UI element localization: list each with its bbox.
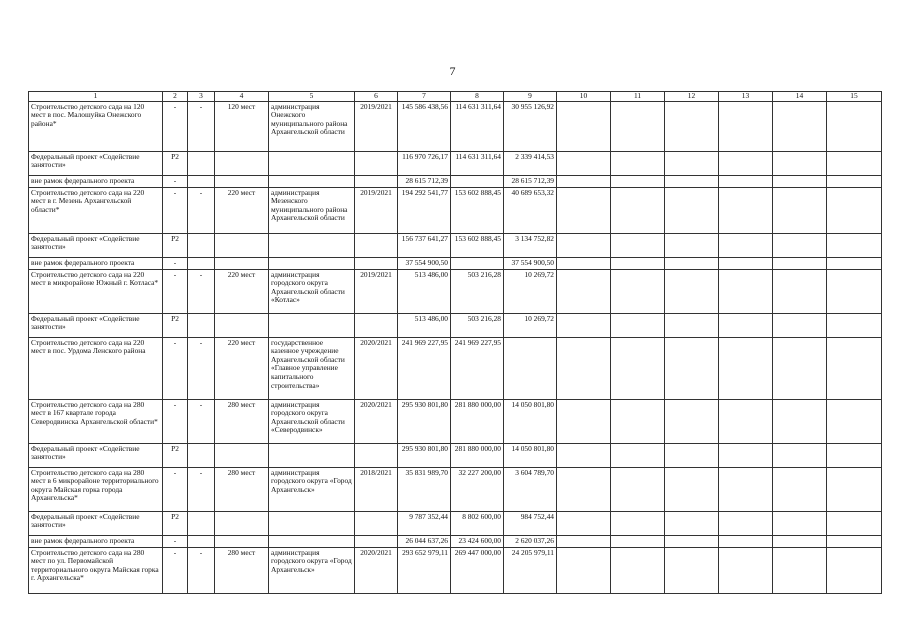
period-cell <box>355 313 398 337</box>
period-cell: 2020/2021 <box>355 547 398 593</box>
federal-amount-cell: 23 424 600,00 <box>451 535 504 547</box>
regional-amount-cell: 30 955 126,92 <box>504 101 557 151</box>
regional-amount-cell: 37 554 900,50 <box>504 257 557 269</box>
empty-cell-col-14 <box>773 269 827 313</box>
empty-cell-col-11 <box>611 187 665 233</box>
empty-cell-col-13 <box>719 233 773 257</box>
total-amount-cell: 513 486,00 <box>398 313 451 337</box>
column-number-14: 14 <box>773 92 827 102</box>
empty-cell-col-11 <box>611 443 665 467</box>
responsible-cell <box>269 535 355 547</box>
empty-cell-col-12 <box>665 187 719 233</box>
empty-cell-col-12 <box>665 399 719 443</box>
period-cell: 2019/2021 <box>355 187 398 233</box>
empty-cell-col-10 <box>557 313 611 337</box>
empty-cell-col-14 <box>773 535 827 547</box>
responsible-cell <box>269 257 355 269</box>
budget-table <box>28 91 882 594</box>
empty-cell-col-15 <box>827 337 882 399</box>
empty-cell-col-11 <box>611 467 665 511</box>
federal-amount-cell: 281 880 000,00 <box>451 399 504 443</box>
period-cell <box>355 257 398 269</box>
empty-cell-col-10 <box>557 443 611 467</box>
empty-cell-col-14 <box>773 443 827 467</box>
responsible-cell <box>269 511 355 535</box>
item-name-cell: Строительство детского сада на 220 мест в микрорайоне Южный г. Котласа* <box>29 269 163 313</box>
empty-cell-col-12 <box>665 313 719 337</box>
federal-amount-cell: 153 602 888,45 <box>451 233 504 257</box>
regional-amount-cell: 14 050 801,80 <box>504 443 557 467</box>
empty-cell-col-14 <box>773 233 827 257</box>
regional-amount-cell: 3 604 789,70 <box>504 467 557 511</box>
col3-cell <box>188 535 215 547</box>
empty-cell-col-10 <box>557 101 611 151</box>
regional-amount-cell: 2 620 037,26 <box>504 535 557 547</box>
responsible-cell <box>269 175 355 187</box>
regional-amount-cell: 10 269,72 <box>504 269 557 313</box>
empty-cell-col-15 <box>827 535 882 547</box>
period-cell <box>355 233 398 257</box>
item-name-cell: Строительство детского сада на 120 мест в пос. Малошуйка Онежского района* <box>29 101 163 151</box>
empty-cell-col-10 <box>557 547 611 593</box>
empty-cell-col-13 <box>719 467 773 511</box>
col3-cell: - <box>188 467 215 511</box>
regional-amount-cell: 2 339 414,53 <box>504 151 557 175</box>
federal-amount-cell: 153 602 888,45 <box>451 187 504 233</box>
total-amount-cell: 241 969 227,95 <box>398 337 451 399</box>
empty-cell-col-12 <box>665 337 719 399</box>
period-cell: 2020/2021 <box>355 399 398 443</box>
regional-amount-cell: 984 752,44 <box>504 511 557 535</box>
empty-cell-col-10 <box>557 187 611 233</box>
col3-cell: - <box>188 337 215 399</box>
table-row <box>29 443 882 467</box>
project-code-cell: - <box>163 269 188 313</box>
column-number-3: 3 <box>188 92 215 102</box>
capacity-cell: 220 мест <box>215 187 269 233</box>
capacity-cell: 280 мест <box>215 399 269 443</box>
empty-cell-col-15 <box>827 151 882 175</box>
empty-cell-col-12 <box>665 257 719 269</box>
responsible-cell: администрация городского округа Архангельской области «Котлас» <box>269 269 355 313</box>
column-number-10: 10 <box>557 92 611 102</box>
total-amount-cell: 194 292 541,77 <box>398 187 451 233</box>
col3-cell <box>188 257 215 269</box>
project-code-cell: - <box>163 187 188 233</box>
item-name-cell: Федеральный проект «Содействие занятости» <box>29 313 163 337</box>
empty-cell-col-12 <box>665 443 719 467</box>
column-number-8: 8 <box>451 92 504 102</box>
header-row <box>29 92 882 102</box>
column-number-5: 5 <box>269 92 355 102</box>
empty-cell-col-11 <box>611 101 665 151</box>
column-number-7: 7 <box>398 92 451 102</box>
empty-cell-col-12 <box>665 511 719 535</box>
regional-amount-cell: 3 134 752,82 <box>504 233 557 257</box>
empty-cell-col-15 <box>827 313 882 337</box>
empty-cell-col-10 <box>557 467 611 511</box>
empty-cell-col-13 <box>719 151 773 175</box>
federal-amount-cell <box>451 175 504 187</box>
empty-cell-col-10 <box>557 399 611 443</box>
table-row <box>29 151 882 175</box>
empty-cell-col-10 <box>557 269 611 313</box>
empty-cell-col-12 <box>665 535 719 547</box>
total-amount-cell: 28 615 712,39 <box>398 175 451 187</box>
empty-cell-col-11 <box>611 511 665 535</box>
empty-cell-col-13 <box>719 175 773 187</box>
empty-cell-col-10 <box>557 257 611 269</box>
project-code-cell: P2 <box>163 151 188 175</box>
table-row <box>29 233 882 257</box>
item-name-cell: Федеральный проект «Содействие занятости» <box>29 511 163 535</box>
period-cell <box>355 443 398 467</box>
empty-cell-col-11 <box>611 399 665 443</box>
period-cell <box>355 535 398 547</box>
regional-amount-cell: 40 689 653,32 <box>504 187 557 233</box>
empty-cell-col-11 <box>611 233 665 257</box>
regional-amount-cell: 24 205 979,11 <box>504 547 557 593</box>
col3-cell: - <box>188 187 215 233</box>
column-number-9: 9 <box>504 92 557 102</box>
responsible-cell: администрация городского округа «Город Архангельск» <box>269 547 355 593</box>
empty-cell-col-14 <box>773 257 827 269</box>
project-code-cell: - <box>163 175 188 187</box>
project-code-cell: - <box>163 467 188 511</box>
project-code-cell: P2 <box>163 511 188 535</box>
regional-amount-cell: 14 050 801,80 <box>504 399 557 443</box>
empty-cell-col-15 <box>827 547 882 593</box>
empty-cell-col-13 <box>719 511 773 535</box>
responsible-cell: администрация Мезенского муниципального района Архангельской области <box>269 187 355 233</box>
capacity-cell <box>215 233 269 257</box>
empty-cell-col-14 <box>773 547 827 593</box>
empty-cell-col-13 <box>719 187 773 233</box>
capacity-cell <box>215 313 269 337</box>
total-amount-cell: 145 586 438,56 <box>398 101 451 151</box>
capacity-cell <box>215 175 269 187</box>
period-cell: 2020/2021 <box>355 337 398 399</box>
empty-cell-col-15 <box>827 257 882 269</box>
col3-cell <box>188 511 215 535</box>
responsible-cell: администрация городского округа Архангельской области «Северодвинск» <box>269 399 355 443</box>
column-number-6: 6 <box>355 92 398 102</box>
empty-cell-col-15 <box>827 511 882 535</box>
period-cell <box>355 175 398 187</box>
regional-amount-cell: 10 269,72 <box>504 313 557 337</box>
total-amount-cell: 26 044 637,26 <box>398 535 451 547</box>
empty-cell-col-13 <box>719 313 773 337</box>
project-code-cell: P2 <box>163 313 188 337</box>
responsible-cell: администрация Онежского муниципального района Архангельской области <box>269 101 355 151</box>
empty-cell-col-11 <box>611 175 665 187</box>
project-code-cell: - <box>163 547 188 593</box>
federal-amount-cell: 503 216,28 <box>451 269 504 313</box>
capacity-cell <box>215 151 269 175</box>
responsible-cell: администрация городского округа «Город Архангельск» <box>269 467 355 511</box>
federal-amount-cell: 114 631 311,64 <box>451 151 504 175</box>
empty-cell-col-13 <box>719 257 773 269</box>
empty-cell-col-10 <box>557 337 611 399</box>
federal-amount-cell: 32 227 200,00 <box>451 467 504 511</box>
empty-cell-col-14 <box>773 399 827 443</box>
empty-cell-col-12 <box>665 151 719 175</box>
empty-cell-col-10 <box>557 233 611 257</box>
column-number-13: 13 <box>719 92 773 102</box>
total-amount-cell: 35 831 989,70 <box>398 467 451 511</box>
column-number-15: 15 <box>827 92 882 102</box>
col3-cell <box>188 443 215 467</box>
item-name-cell: Строительство детского сада на 280 мест по ул. Первомайской территориального округа Майская горка г. Архангельска* <box>29 547 163 593</box>
empty-cell-col-12 <box>665 467 719 511</box>
col3-cell <box>188 313 215 337</box>
empty-cell-col-10 <box>557 511 611 535</box>
empty-cell-col-15 <box>827 101 882 151</box>
item-name-cell: Строительство детского сада на 280 мест в 167 квартале города Северодвинска Архангельской области* <box>29 399 163 443</box>
period-cell <box>355 151 398 175</box>
empty-cell-col-14 <box>773 511 827 535</box>
capacity-cell <box>215 535 269 547</box>
column-number-2: 2 <box>163 92 188 102</box>
table-row <box>29 399 882 443</box>
total-amount-cell: 156 737 641,27 <box>398 233 451 257</box>
empty-cell-col-12 <box>665 101 719 151</box>
regional-amount-cell: 28 615 712,39 <box>504 175 557 187</box>
empty-cell-col-15 <box>827 467 882 511</box>
empty-cell-col-15 <box>827 233 882 257</box>
project-code-cell: P2 <box>163 443 188 467</box>
responsible-cell <box>269 443 355 467</box>
item-name-cell: вне рамок федерального проекта <box>29 175 163 187</box>
capacity-cell: 220 мест <box>215 337 269 399</box>
item-name-cell: Строительство детского сада на 220 мест в г. Мезень Архангельской области* <box>29 187 163 233</box>
item-name-cell: Федеральный проект «Содействие занятости» <box>29 151 163 175</box>
capacity-cell <box>215 511 269 535</box>
total-amount-cell: 116 970 726,17 <box>398 151 451 175</box>
table-row <box>29 313 882 337</box>
capacity-cell: 120 мест <box>215 101 269 151</box>
page-number: 7 <box>449 64 456 78</box>
empty-cell-col-13 <box>719 443 773 467</box>
federal-amount-cell: 281 880 000,00 <box>451 443 504 467</box>
empty-cell-col-14 <box>773 187 827 233</box>
federal-amount-cell: 503 216,28 <box>451 313 504 337</box>
project-code-cell: - <box>163 399 188 443</box>
empty-cell-col-11 <box>611 337 665 399</box>
empty-cell-col-13 <box>719 269 773 313</box>
col3-cell <box>188 233 215 257</box>
federal-amount-cell <box>451 257 504 269</box>
project-code-cell: - <box>163 257 188 269</box>
empty-cell-col-13 <box>719 337 773 399</box>
empty-cell-col-14 <box>773 175 827 187</box>
empty-cell-col-14 <box>773 337 827 399</box>
empty-cell-col-14 <box>773 467 827 511</box>
period-cell: 2019/2021 <box>355 269 398 313</box>
responsible-cell <box>269 313 355 337</box>
column-number-1: 1 <box>29 92 163 102</box>
empty-cell-col-12 <box>665 175 719 187</box>
empty-cell-col-12 <box>665 269 719 313</box>
empty-cell-col-11 <box>611 547 665 593</box>
empty-cell-col-11 <box>611 151 665 175</box>
item-name-cell: вне рамок федерального проекта <box>29 535 163 547</box>
item-name-cell: Строительство детского сада на 280 мест в 6 микрорайоне территориального округа Майская горка города Архангельска* <box>29 467 163 511</box>
period-cell: 2019/2021 <box>355 101 398 151</box>
project-code-cell: - <box>163 337 188 399</box>
col3-cell <box>188 151 215 175</box>
empty-cell-col-13 <box>719 547 773 593</box>
empty-cell-col-15 <box>827 175 882 187</box>
col3-cell: - <box>188 101 215 151</box>
table-row <box>29 511 882 535</box>
regional-amount-cell <box>504 337 557 399</box>
empty-cell-col-12 <box>665 233 719 257</box>
item-name-cell: Федеральный проект «Содействие занятости» <box>29 233 163 257</box>
col3-cell: - <box>188 547 215 593</box>
empty-cell-col-15 <box>827 187 882 233</box>
federal-amount-cell: 241 969 227,95 <box>451 337 504 399</box>
responsible-cell: государственное казенное учреждение Архангельской области «Главное управление капитального строительства» <box>269 337 355 399</box>
project-code-cell: - <box>163 101 188 151</box>
total-amount-cell: 293 652 979,11 <box>398 547 451 593</box>
col3-cell: - <box>188 399 215 443</box>
total-amount-cell: 37 554 900,50 <box>398 257 451 269</box>
federal-amount-cell: 8 802 600,00 <box>451 511 504 535</box>
empty-cell-col-11 <box>611 269 665 313</box>
capacity-cell <box>215 257 269 269</box>
table-row <box>29 535 882 547</box>
table-row <box>29 467 882 511</box>
column-number-4: 4 <box>215 92 269 102</box>
empty-cell-col-10 <box>557 175 611 187</box>
column-number-11: 11 <box>611 92 665 102</box>
responsible-cell <box>269 151 355 175</box>
total-amount-cell: 9 787 352,44 <box>398 511 451 535</box>
empty-cell-col-14 <box>773 151 827 175</box>
empty-cell-col-10 <box>557 535 611 547</box>
table-row <box>29 175 882 187</box>
empty-cell-col-14 <box>773 313 827 337</box>
empty-cell-col-13 <box>719 399 773 443</box>
period-cell <box>355 511 398 535</box>
federal-amount-cell: 114 631 311,64 <box>451 101 504 151</box>
project-code-cell: P2 <box>163 233 188 257</box>
item-name-cell: Федеральный проект «Содействие занятости» <box>29 443 163 467</box>
responsible-cell <box>269 233 355 257</box>
empty-cell-col-15 <box>827 269 882 313</box>
item-name-cell: Строительство детского сада на 220 мест в пос. Урдома Ленского района <box>29 337 163 399</box>
col3-cell <box>188 175 215 187</box>
capacity-cell: 280 мест <box>215 467 269 511</box>
capacity-cell <box>215 443 269 467</box>
capacity-cell: 280 мест <box>215 547 269 593</box>
table-row <box>29 269 882 313</box>
column-number-12: 12 <box>665 92 719 102</box>
total-amount-cell: 295 930 801,80 <box>398 443 451 467</box>
table-row <box>29 257 882 269</box>
table-row <box>29 101 882 151</box>
project-code-cell: - <box>163 535 188 547</box>
empty-cell-col-15 <box>827 399 882 443</box>
item-name-cell: вне рамок федерального проекта <box>29 257 163 269</box>
capacity-cell: 220 мест <box>215 269 269 313</box>
col3-cell: - <box>188 269 215 313</box>
total-amount-cell: 513 486,00 <box>398 269 451 313</box>
total-amount-cell: 295 930 801,80 <box>398 399 451 443</box>
empty-cell-col-12 <box>665 547 719 593</box>
period-cell: 2018/2021 <box>355 467 398 511</box>
table-row <box>29 337 882 399</box>
table-row <box>29 187 882 233</box>
federal-amount-cell: 269 447 000,00 <box>451 547 504 593</box>
empty-cell-col-10 <box>557 151 611 175</box>
empty-cell-col-15 <box>827 443 882 467</box>
table-row <box>29 547 882 593</box>
empty-cell-col-11 <box>611 535 665 547</box>
empty-cell-col-13 <box>719 535 773 547</box>
empty-cell-col-13 <box>719 101 773 151</box>
empty-cell-col-14 <box>773 101 827 151</box>
empty-cell-col-11 <box>611 313 665 337</box>
empty-cell-col-11 <box>611 257 665 269</box>
